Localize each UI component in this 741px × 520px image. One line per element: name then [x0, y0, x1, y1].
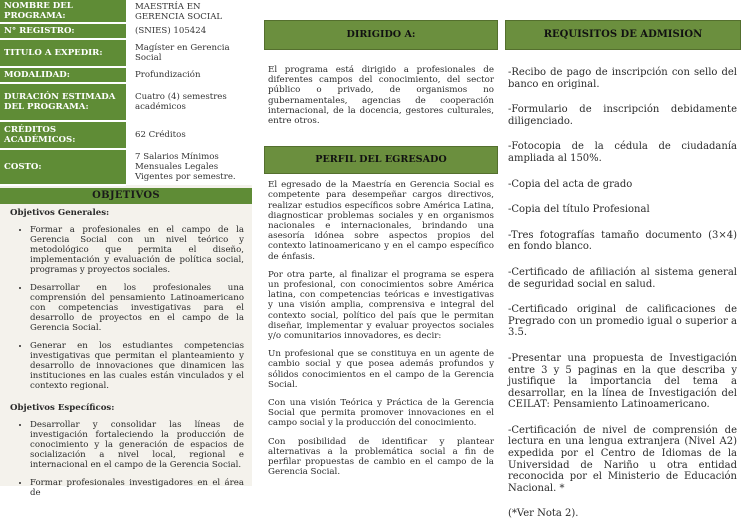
- info-label: MODALIDAD:: [0, 67, 126, 83]
- aimed-at-text: El programa está dirigido a profesionales de diferentes campos del conocimiento, del sector público o privado, de organismos no gubernamentales, agencias de cooperación internacional, de la docencia, gestores culturales, entre otros.: [268, 65, 494, 127]
- profile-paragraph: El egresado de la Maestría en Gerencia Social es competente para desempeñar cargos directivos, realizar estudios específicos sobre América Latina, diagnosticar problemas sociales y en organismos nacionales e internacionales, brindando una asesoría idónea sobre aspectos propios del contexto latinoamericano y en el campo específico de énfasis.: [268, 180, 494, 262]
- program-info-column: [0, 0, 252, 498]
- general-objectives-list: [10, 225, 244, 391]
- info-label: DURACIÓN ESTIMADA DEL PROGRAMA:: [0, 83, 126, 121]
- aimed-at-header: DIRIGIDO A:: [264, 20, 498, 50]
- info-row-registry: [0, 23, 252, 39]
- info-label: N° REGISTRO:: [0, 23, 126, 39]
- graduate-profile-body: [264, 180, 498, 477]
- requirement-item: -Certificado original de calificaciones de Pregrado con un promedio igual o superior a 3.5.: [508, 304, 737, 339]
- requirement-item: -Recibo de pago de inscripción con sello del banco en original.: [508, 67, 737, 90]
- requirement-note: (*Ver Nota 2).: [508, 508, 579, 520]
- specific-objectives-heading: Objetivos Específicos:: [10, 403, 115, 413]
- info-value: 62 Créditos: [126, 121, 252, 149]
- requirement-item: -Certificación de nivel de comprensión de lectura en una lengua extranjera (Nivel A2) expedida por el Centro de Idiomas de la Universidad de Nariño u otra entidad reconocida por el Ministerio de Educación Nacional. *: [508, 424, 737, 494]
- info-label: CRÉDITOS ACADÉMICOS:: [0, 121, 126, 149]
- requirement-item: -Copia del título Profesional: [508, 204, 650, 216]
- requirements-column: [505, 0, 741, 520]
- profile-paragraph: Un profesional que se constituya en un agente de cambio social y que posea además profundos y sólidos conocimientos en el campo de la Gerencia Social.: [268, 349, 494, 390]
- specific-objectives-list: [10, 420, 244, 498]
- requirement-item: -Fotocopia de la cédula de ciudadanía ampliada al 150%.: [508, 141, 737, 164]
- info-row-credits: [0, 121, 252, 149]
- list-item: • Generar en los estudiantes competencias investigativas que permitan el planteamiento y desarrollo de innovaciones que dinamicen las instituciones en las cuales están vinculados y el contexto regional.: [30, 341, 244, 391]
- requirement-item: -Presentar una propuesta de Investigación entre 3 y 5 paginas en la que describa y justifique la importancia del tema a desarrollar, en la línea de Investigación del CEILAT: Pensamiento Latinoamericano.: [508, 352, 737, 411]
- info-row-modality: [0, 67, 252, 83]
- requirements-list: [505, 67, 741, 520]
- info-value: Cuatro (4) semestres académicos: [126, 83, 252, 121]
- objectives-header: OBJETIVOS: [0, 188, 252, 204]
- list-item: • Desarrollar en los profesionales una comprensión del pensamiento Latinoamericano con competencias investigativas para el desarrollo de proyectos en el campo de la Gerencia Social.: [30, 283, 244, 333]
- info-row-title: [0, 39, 252, 67]
- profile-paragraph: Con posibilidad de identificar y plantear alternativas a la problemática social a fin de perfilar propuestas de cambio en el campo de la Gerencia Social.: [268, 436, 494, 478]
- info-label: COSTO:: [0, 149, 126, 185]
- info-value: Magíster en Gerencia Social: [126, 39, 252, 67]
- info-row-cost: [0, 149, 252, 185]
- aimed-profile-column: [264, 0, 498, 486]
- info-value: MAESTRÍA EN GERENCIA SOCIAL: [126, 0, 252, 23]
- general-objectives-heading: Objetivos Generales:: [10, 208, 110, 218]
- requirement-item: -Formulario de inscripción debidamente diligenciado.: [508, 104, 737, 127]
- info-value: 7 Salarios Mínimos Mensuales Legales Vigentes por semestre.: [126, 149, 252, 185]
- profile-paragraph: Por otra parte, al finalizar el programa se espera un profesional, con conocimientos sobre América latina, con competencias teóricas e investigativas y una visión amplia, comprensiva e integral del contexto social, político del país que le permitan diseñar, implementar y evaluar proyectos sociales y/o comunitarios innovadores, es decir:: [268, 269, 494, 342]
- objectives-section: [0, 204, 252, 498]
- info-row-name: [0, 0, 252, 23]
- info-label: TITULO A EXPEDIR:: [0, 39, 126, 67]
- list-item: • Formar a profesionales en el campo de la Gerencia Social con un nivel teórico y metodológico que permita el diseño, implementación y evaluación de política social, programas y proyectos sociales.: [30, 225, 244, 275]
- info-value: (SNIES) 105424: [126, 23, 252, 39]
- graduate-profile-header: PERFIL DEL EGRESADO: [264, 146, 498, 174]
- info-label: NOMBRE DEL PROGRAMA:: [0, 0, 126, 23]
- requirement-item: -Tres fotografías tamaño documento (3×4) en fondo blanco.: [508, 229, 737, 253]
- program-info-table: [0, 0, 252, 186]
- requirement-item: -Copia del acta de grado: [508, 178, 633, 190]
- requirement-item: -Certificado de afiliación al sistema general de seguridad social en salud.: [508, 266, 737, 290]
- info-row-duration: [0, 83, 252, 121]
- requirements-header: REQUISITOS DE ADMISION: [505, 20, 741, 50]
- list-item: • Formar profesionales investigadores en el área de: [30, 478, 244, 498]
- info-value: Profundización: [126, 67, 252, 83]
- list-item: • Desarrollar y consolidar las líneas de investigación fortaleciendo la producción de conocimiento y la generación de espacios de socialización a nivel local, regional e internacional en el campo de la Gerencia Social.: [30, 420, 244, 470]
- profile-paragraph: Con una visión Teórica y Práctica de la Gerencia Social que permita promover innovaciones en el campo social y la producción del conocimiento.: [268, 398, 494, 429]
